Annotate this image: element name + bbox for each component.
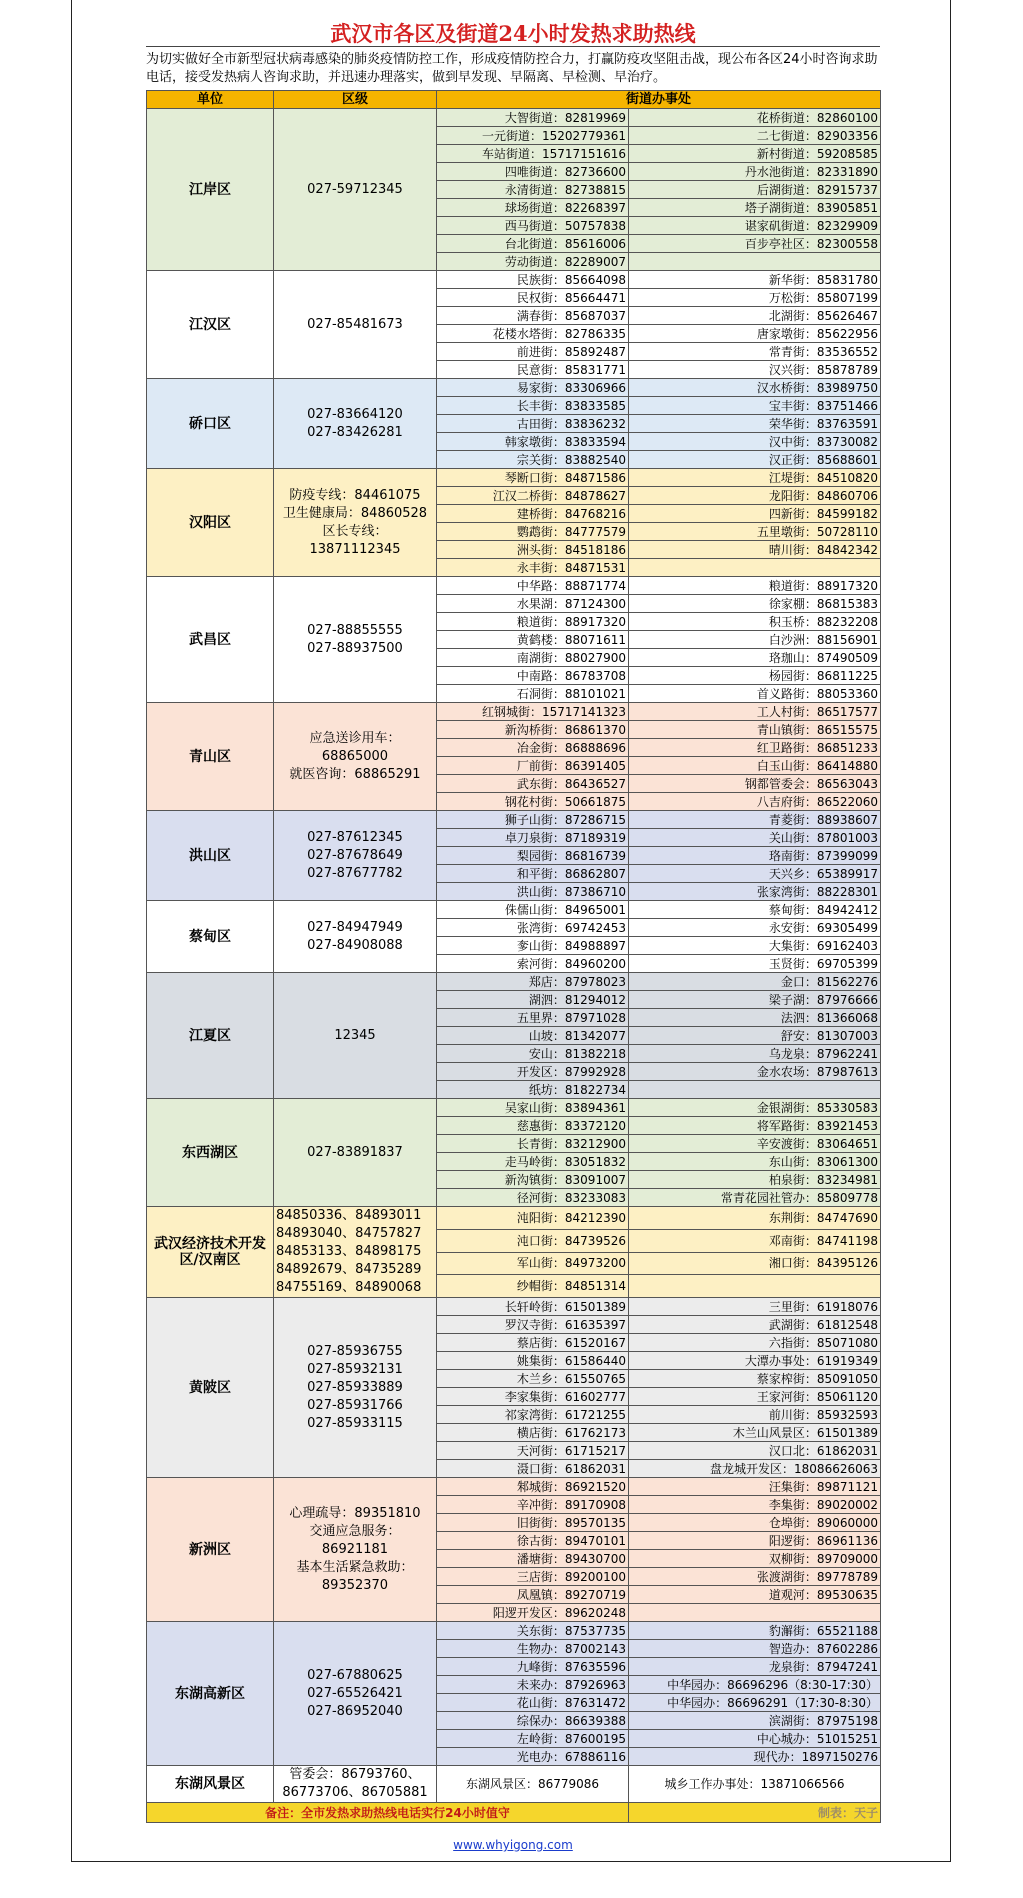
street-phone-left: 辛冲街：89170908 bbox=[437, 1496, 629, 1514]
street-phone-left: 琴断口街：84871586 bbox=[437, 469, 629, 487]
street-phone-right: 中心城办：51015251 bbox=[629, 1730, 881, 1748]
street-phone-right: 汉正街：85688601 bbox=[629, 451, 881, 469]
street-phone-left: 未来办：87926963 bbox=[437, 1676, 629, 1694]
street-phone-right: 汉兴街：85878789 bbox=[629, 361, 881, 379]
street-phone-left: 天河街：61715217 bbox=[437, 1442, 629, 1460]
header-street: 街道办事处 bbox=[437, 91, 881, 109]
street-phone-left: 左岭街：87600195 bbox=[437, 1730, 629, 1748]
street-phone-left: 木兰乡：61550765 bbox=[437, 1370, 629, 1388]
street-phone-left: 侏儒山街：84965001 bbox=[437, 901, 629, 919]
table-row bbox=[147, 1207, 881, 1230]
street-phone-left: 劳动街道：82289007 bbox=[437, 253, 629, 271]
street-phone-left: 凤凰镇：89270719 bbox=[437, 1586, 629, 1604]
website-link[interactable]: www.whyigong.com bbox=[453, 1838, 573, 1852]
table-row bbox=[147, 703, 881, 721]
street-phone-right: 汉口北：61862031 bbox=[629, 1442, 881, 1460]
district-hotline: 027-85936755 027-85932131 027-85933889 027-85931766 027-85933115 bbox=[274, 1298, 437, 1478]
street-phone-right: 木兰山风景区：61501389 bbox=[629, 1424, 881, 1442]
street-phone-right: 梁子湖：87976666 bbox=[629, 991, 881, 1009]
street-phone-right: 万松街：85807199 bbox=[629, 289, 881, 307]
street-phone-left: 滠口街：61862031 bbox=[437, 1460, 629, 1478]
district-name: 东湖风景区 bbox=[147, 1766, 274, 1803]
street-phone-left: 旧街街：89570135 bbox=[437, 1514, 629, 1532]
street-phone-left: 张湾街：69742453 bbox=[437, 919, 629, 937]
street-phone-right: 中华园办：86696291（17:30-8:30） bbox=[629, 1694, 881, 1712]
street-phone-right: 李集街：89020002 bbox=[629, 1496, 881, 1514]
street-phone-left: 黄鹤楼：88071611 bbox=[437, 631, 629, 649]
street-phone-right: 青菱街：88938607 bbox=[629, 811, 881, 829]
street-phone-right: 金银湖街：85330583 bbox=[629, 1099, 881, 1117]
table-row bbox=[147, 811, 881, 829]
street-phone-left: 慈惠街：83372120 bbox=[437, 1117, 629, 1135]
street-phone-left: 石洞街：88101021 bbox=[437, 685, 629, 703]
district-hotline: 应急送诊用车： 68865000 就医咨询：68865291 bbox=[274, 703, 437, 811]
street-phone-right: 后湖街道：82915737 bbox=[629, 181, 881, 199]
street-phone-right: 常青花园社管办：85809778 bbox=[629, 1189, 881, 1207]
street-phone-right: 双柳街：89709000 bbox=[629, 1550, 881, 1568]
street-phone-right: 珞珈山：87490509 bbox=[629, 649, 881, 667]
street-phone-right: 钢都管委会：86563043 bbox=[629, 775, 881, 793]
street-phone-left: 台北街道：85616006 bbox=[437, 235, 629, 253]
street-phone-left: 长丰街：83833585 bbox=[437, 397, 629, 415]
street-phone-right: 盘龙城开发区：18086626063 bbox=[629, 1460, 881, 1478]
table-row bbox=[147, 1298, 881, 1316]
district-hotline: 027-59712345 bbox=[274, 109, 437, 271]
street-phone-left: 球场街道：82268397 bbox=[437, 199, 629, 217]
street-phone-right: 谌家矶街道：82329909 bbox=[629, 217, 881, 235]
street-phone-left: 五里界：87971028 bbox=[437, 1009, 629, 1027]
street-phone-right: 汪集街：89871121 bbox=[629, 1478, 881, 1496]
street-phone-left: 水果湖：87124300 bbox=[437, 595, 629, 613]
street-phone-right: 四新街：84599182 bbox=[629, 505, 881, 523]
street-phone-left: 郑店：87978023 bbox=[437, 973, 629, 991]
district-name: 江岸区 bbox=[147, 109, 274, 271]
district-hotline: 027-83891837 bbox=[274, 1099, 437, 1207]
street-phone-right bbox=[629, 253, 881, 271]
street-phone-left: 李家集街：61602777 bbox=[437, 1388, 629, 1406]
street-phone-right: 常青街：83536552 bbox=[629, 343, 881, 361]
page-title: 武汉市各区及街道24小时发热求助热线 bbox=[146, 20, 880, 47]
street-phone-right: 龙泉街：87947241 bbox=[629, 1658, 881, 1676]
street-phone-left: 满春街：85687037 bbox=[437, 307, 629, 325]
street-phone-right: 将军路街：83921453 bbox=[629, 1117, 881, 1135]
street-phone-right: 二七街道：82903356 bbox=[629, 127, 881, 145]
street-phone-left: 冶金街：86888696 bbox=[437, 739, 629, 757]
street-phone-left: 罗汉寺街：61635397 bbox=[437, 1316, 629, 1334]
district-hotline: 防疫专线：84461075 卫生健康局：84860528 区长专线： 13871112345 bbox=[274, 469, 437, 577]
street-phone-left: 狮子山街：87286715 bbox=[437, 811, 629, 829]
district-hotline: 027-84947949 027-84908088 bbox=[274, 901, 437, 973]
street-phone-left: 径河街：83233083 bbox=[437, 1189, 629, 1207]
street-phone-left: 徐古街：89470101 bbox=[437, 1532, 629, 1550]
street-phone-left: 花山街：87631472 bbox=[437, 1694, 629, 1712]
street-phone-right: 三里街：61918076 bbox=[629, 1298, 881, 1316]
table-row bbox=[147, 109, 881, 127]
street-phone-left: 钢花村街：50661875 bbox=[437, 793, 629, 811]
street-phone-right: 百步亭社区：82300558 bbox=[629, 235, 881, 253]
street-phone-right: 武湖街：61812548 bbox=[629, 1316, 881, 1334]
table-row bbox=[147, 271, 881, 289]
street-phone-left: 前进街：85892487 bbox=[437, 343, 629, 361]
district-name: 武汉经济技术开发区/汉南区 bbox=[147, 1207, 274, 1298]
district-hotline: 027-85481673 bbox=[274, 271, 437, 379]
district-hotline: 027-67880625 027-65526421 027-86952040 bbox=[274, 1622, 437, 1766]
street-phone-right: 唐家墩街：85622956 bbox=[629, 325, 881, 343]
street-phone-right bbox=[629, 1081, 881, 1099]
street-phone-left: 民族街：85664098 bbox=[437, 271, 629, 289]
street-phone-right: 关山街：87801003 bbox=[629, 829, 881, 847]
street-phone-left: 建桥街：84768216 bbox=[437, 505, 629, 523]
street-phone-right: 白玉山街：86414880 bbox=[629, 757, 881, 775]
street-phone-left: 军山街：84973200 bbox=[437, 1252, 629, 1275]
street-phone-right bbox=[629, 559, 881, 577]
table-row bbox=[147, 973, 881, 991]
street-phone-left: 九峰街：87635596 bbox=[437, 1658, 629, 1676]
street-phone-right: 金口：81562276 bbox=[629, 973, 881, 991]
street-phone-right: 智造办：87602286 bbox=[629, 1640, 881, 1658]
street-phone-right: 滨湖街：87975198 bbox=[629, 1712, 881, 1730]
street-phone-left: 关东街：87537735 bbox=[437, 1622, 629, 1640]
street-phone-right: 徐家棚：86815383 bbox=[629, 595, 881, 613]
street-phone-left: 粮道街：88917320 bbox=[437, 613, 629, 631]
street-phone-left: 花楼水塔街：82786335 bbox=[437, 325, 629, 343]
street-phone-right: 道观河：89530635 bbox=[629, 1586, 881, 1604]
street-phone-left: 鹦鹉街：84777579 bbox=[437, 523, 629, 541]
table-row bbox=[147, 1766, 881, 1803]
street-phone-left: 洲头街：84518186 bbox=[437, 541, 629, 559]
street-phone-right: 湘口街：84395126 bbox=[629, 1252, 881, 1275]
street-phone-right: 汉水桥街：83989750 bbox=[629, 379, 881, 397]
street-phone-left: 祁家湾街：61721255 bbox=[437, 1406, 629, 1424]
street-phone-left: 江汉二桥街：84878627 bbox=[437, 487, 629, 505]
street-phone-right: 杨园街：86811225 bbox=[629, 667, 881, 685]
street-phone-right: 仓埠街：89060000 bbox=[629, 1514, 881, 1532]
street-phone-right: 张家湾街：88228301 bbox=[629, 883, 881, 901]
street-phone-right: 蔡甸街：84942412 bbox=[629, 901, 881, 919]
district-hotline: 027-87612345 027-87678649 027-87677782 bbox=[274, 811, 437, 901]
street-phone-right: 法泗：81366068 bbox=[629, 1009, 881, 1027]
street-phone-left: 永丰街：84871531 bbox=[437, 559, 629, 577]
street-phone-right: 东山街：83061300 bbox=[629, 1153, 881, 1171]
street-phone-left: 易家街：83306966 bbox=[437, 379, 629, 397]
street-phone-left: 民权街：85664471 bbox=[437, 289, 629, 307]
street-phone-right: 大集街：69162403 bbox=[629, 937, 881, 955]
street-phone-right: 阳逻街：86961136 bbox=[629, 1532, 881, 1550]
street-phone-right: 积玉桥：88232208 bbox=[629, 613, 881, 631]
street-phone-right: 宝丰街：83751466 bbox=[629, 397, 881, 415]
street-phone-left: 民意街：85831771 bbox=[437, 361, 629, 379]
street-phone-left: 永清街道：82738815 bbox=[437, 181, 629, 199]
district-name: 江夏区 bbox=[147, 973, 274, 1099]
street-phone-right: 天兴乡：65389917 bbox=[629, 865, 881, 883]
street-phone-left: 古田街：83836232 bbox=[437, 415, 629, 433]
table-row bbox=[147, 469, 881, 487]
district-hotline: 管委会：86793760、 86773706、86705881 bbox=[274, 1766, 437, 1803]
street-phone-right: 玉贤街：69705399 bbox=[629, 955, 881, 973]
street-phone-left: 安山：81382218 bbox=[437, 1045, 629, 1063]
street-phone-right: 张渡湖街：89778789 bbox=[629, 1568, 881, 1586]
street-phone-right: 永安街：69305499 bbox=[629, 919, 881, 937]
street-phone-left: 中华路：88871774 bbox=[437, 577, 629, 595]
header-area: 区级 bbox=[274, 91, 437, 109]
street-phone-left: 开发区：87992928 bbox=[437, 1063, 629, 1081]
table-row bbox=[147, 577, 881, 595]
district-name: 汉阳区 bbox=[147, 469, 274, 577]
hotline-table bbox=[146, 90, 881, 1823]
street-phone-left: 梨园街：86816739 bbox=[437, 847, 629, 865]
district-name: 蔡甸区 bbox=[147, 901, 274, 973]
street-phone-right: 蔡家榨街：85091050 bbox=[629, 1370, 881, 1388]
street-phone-left: 新沟桥街：86861370 bbox=[437, 721, 629, 739]
street-phone-right bbox=[629, 1275, 881, 1298]
street-phone-left: 宗关街：83882540 bbox=[437, 451, 629, 469]
table-row bbox=[147, 379, 881, 397]
street-phone-right: 青山镇街：86515575 bbox=[629, 721, 881, 739]
street-phone-right: 舒安：81307003 bbox=[629, 1027, 881, 1045]
street-phone-right: 塔子湖街道：83905851 bbox=[629, 199, 881, 217]
street-phone-left: 湖泗：81294012 bbox=[437, 991, 629, 1009]
district-name: 黄陂区 bbox=[147, 1298, 274, 1478]
street-phone-left: 洪山街：87386710 bbox=[437, 883, 629, 901]
street-phone-right: 柏泉街：83234981 bbox=[629, 1171, 881, 1189]
street-phone-right: 五里墩街：50728110 bbox=[629, 523, 881, 541]
intro-text: 为切实做好全市新型冠状病毒感染的肺炎疫情防控工作，形成疫情防控合力，打赢防疫攻坚阻击战，现公布各区24小时咨询求助电话，接受发热病人咨询求助，并迅速办理落实，做到早发现、早隔离、早检测、早治疗。 bbox=[146, 52, 878, 85]
district-name: 青山区 bbox=[147, 703, 274, 811]
street-phone-left: 邾城街：86921520 bbox=[437, 1478, 629, 1496]
table-row bbox=[147, 1478, 881, 1496]
street-phone-right: 首义路街：88053360 bbox=[629, 685, 881, 703]
district-name: 东湖高新区 bbox=[147, 1622, 274, 1766]
street-phone-left: 红钢城街：15717141323 bbox=[437, 703, 629, 721]
street-phone-right: 豹澥街：65521188 bbox=[629, 1622, 881, 1640]
street-phone-left: 三店街：89200100 bbox=[437, 1568, 629, 1586]
district-name: 东西湖区 bbox=[147, 1099, 274, 1207]
district-name: 洪山区 bbox=[147, 811, 274, 901]
street-phone-right: 辛安渡街：83064651 bbox=[629, 1135, 881, 1153]
street-phone-left: 走马岭街：83051832 bbox=[437, 1153, 629, 1171]
street-phone-right: 丹水池街道：82331890 bbox=[629, 163, 881, 181]
street-phone-right: 金水农场：87987613 bbox=[629, 1063, 881, 1081]
street-phone-right bbox=[629, 1604, 881, 1622]
street-phone-left: 车站街道：15717151616 bbox=[437, 145, 629, 163]
street-phone-left: 中南路：86783708 bbox=[437, 667, 629, 685]
street-phone-right: 江堤街：84510820 bbox=[629, 469, 881, 487]
street-phone-right: 东荆街：84747690 bbox=[629, 1207, 881, 1230]
street-phone-left: 武东街：86436527 bbox=[437, 775, 629, 793]
street-phone-left: 大智街道：82819969 bbox=[437, 109, 629, 127]
street-phone-right: 现代办：1897150276 bbox=[629, 1748, 881, 1766]
street-phone-right: 大潭办事处：61919349 bbox=[629, 1352, 881, 1370]
district-name: 江汉区 bbox=[147, 271, 274, 379]
street-phone-left: 纱帽街：84851314 bbox=[437, 1275, 629, 1298]
street-phone-left: 沌口街：84739526 bbox=[437, 1229, 629, 1252]
street-phone-left: 纸坊：81822734 bbox=[437, 1081, 629, 1099]
street-phone-left: 一元街道：15202779361 bbox=[437, 127, 629, 145]
street-phone-right: 王家河街：85061120 bbox=[629, 1388, 881, 1406]
district-hotline: 027-88855555 027-88937500 bbox=[274, 577, 437, 703]
street-phone-right: 新华街：85831780 bbox=[629, 271, 881, 289]
street-phone-right: 城乡工作办事处：13871066566 bbox=[629, 1766, 881, 1803]
street-phone-left: 吴家山街：83894361 bbox=[437, 1099, 629, 1117]
street-phone-left: 厂前街：86391405 bbox=[437, 757, 629, 775]
street-phone-right: 新村街道：59208585 bbox=[629, 145, 881, 163]
street-phone-left: 西马街道：50757838 bbox=[437, 217, 629, 235]
footer-row bbox=[147, 1803, 881, 1823]
street-phone-left: 生物办：87002143 bbox=[437, 1640, 629, 1658]
table-header-row bbox=[147, 91, 881, 109]
street-phone-left: 索河街：84960200 bbox=[437, 955, 629, 973]
street-phone-right: 邓南街：84741198 bbox=[629, 1229, 881, 1252]
street-phone-right: 红卫路街：86851233 bbox=[629, 739, 881, 757]
district-hotline: 心理疏导：89351810 交通应急服务： 86921181 基本生活紧急救助： 89352370 bbox=[274, 1478, 437, 1622]
street-phone-left: 奓山街：84988897 bbox=[437, 937, 629, 955]
street-phone-left: 四唯街道：82736600 bbox=[437, 163, 629, 181]
district-name: 新洲区 bbox=[147, 1478, 274, 1622]
district-hotline: 027-83664120 027-83426281 bbox=[274, 379, 437, 469]
street-phone-left: 蔡店街：61520167 bbox=[437, 1334, 629, 1352]
street-phone-right: 晴川街：84842342 bbox=[629, 541, 881, 559]
table-row bbox=[147, 1099, 881, 1117]
street-phone-right: 中华园办：86696296（8:30-17:30） bbox=[629, 1676, 881, 1694]
street-phone-left: 韩家墩街：83833594 bbox=[437, 433, 629, 451]
street-phone-right: 荣华街：83763591 bbox=[629, 415, 881, 433]
street-phone-right: 工人村街：86517577 bbox=[629, 703, 881, 721]
footer-note: 备注：全市发热求助热线电话实行24小时值守 bbox=[147, 1803, 629, 1823]
footer-maker: 制表：天子 bbox=[629, 1803, 881, 1823]
street-phone-left: 潘塘街：89430700 bbox=[437, 1550, 629, 1568]
street-phone-left: 综保办：86639388 bbox=[437, 1712, 629, 1730]
district-name: 武昌区 bbox=[147, 577, 274, 703]
district-name: 硚口区 bbox=[147, 379, 274, 469]
table-row bbox=[147, 1622, 881, 1640]
street-phone-right: 龙阳街：84860706 bbox=[629, 487, 881, 505]
street-phone-right: 汉中街：83730082 bbox=[629, 433, 881, 451]
table-row bbox=[147, 901, 881, 919]
street-phone-left: 横店街：61762173 bbox=[437, 1424, 629, 1442]
street-phone-right: 珞南街：87399099 bbox=[629, 847, 881, 865]
street-phone-left: 卓刀泉街：87189319 bbox=[437, 829, 629, 847]
street-phone-right: 乌龙泉：87962241 bbox=[629, 1045, 881, 1063]
street-phone-left: 新沟镇街：83091007 bbox=[437, 1171, 629, 1189]
street-phone-right: 八吉府街：86522060 bbox=[629, 793, 881, 811]
street-phone-right: 六指街：85071080 bbox=[629, 1334, 881, 1352]
street-phone-right: 前川街：85932593 bbox=[629, 1406, 881, 1424]
street-phone-left: 姚集街：61586440 bbox=[437, 1352, 629, 1370]
district-hotline: 12345 bbox=[274, 973, 437, 1099]
header-unit: 单位 bbox=[147, 91, 274, 109]
street-phone-left: 长青街：83212900 bbox=[437, 1135, 629, 1153]
street-phone-left: 光电办：67886116 bbox=[437, 1748, 629, 1766]
street-phone-left: 山坡：81342077 bbox=[437, 1027, 629, 1045]
street-phone-left: 长轩岭街：61501389 bbox=[437, 1298, 629, 1316]
street-phone-left: 东湖风景区：86779086 bbox=[437, 1766, 629, 1803]
street-phone-left: 沌阳街：84212390 bbox=[437, 1207, 629, 1230]
street-phone-left: 阳逻开发区：89620248 bbox=[437, 1604, 629, 1622]
street-phone-left: 和平街：86862807 bbox=[437, 865, 629, 883]
street-phone-left: 南湖街：88027900 bbox=[437, 649, 629, 667]
street-phone-right: 粮道街：88917320 bbox=[629, 577, 881, 595]
street-phone-right: 花桥街道：82860100 bbox=[629, 109, 881, 127]
district-hotline: 84850336、84893011 84893040、84757827 84853133、84898175 84892679、84735289 84755169、84890068 bbox=[274, 1207, 437, 1298]
street-phone-right: 白沙洲：88156901 bbox=[629, 631, 881, 649]
street-phone-right: 北湖街：85626467 bbox=[629, 307, 881, 325]
